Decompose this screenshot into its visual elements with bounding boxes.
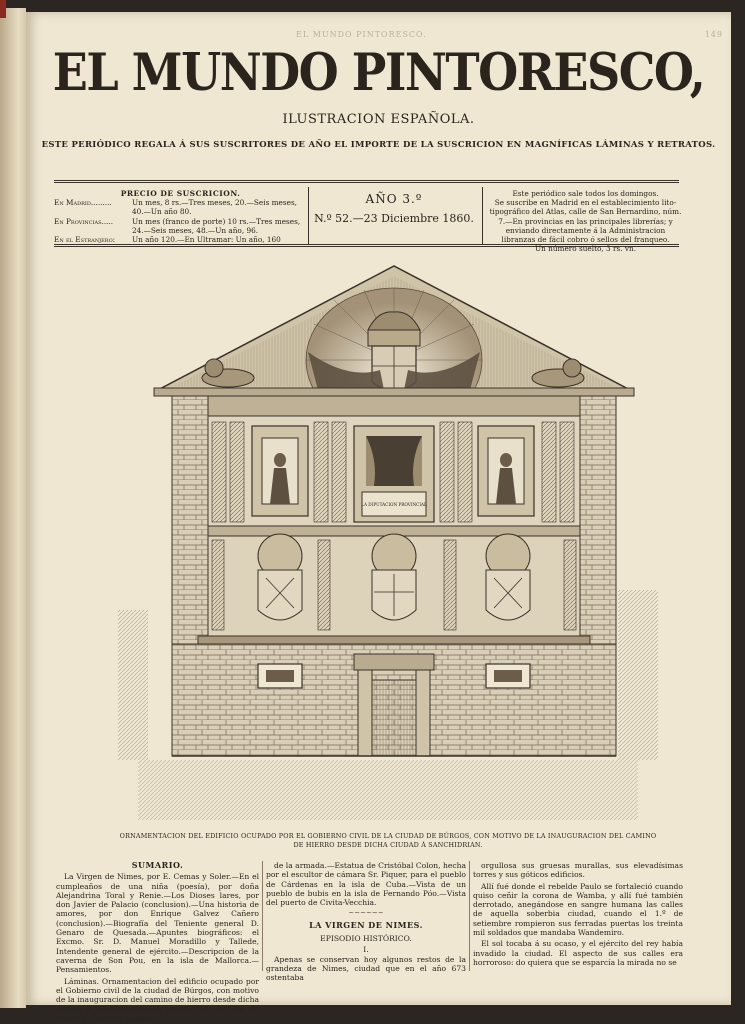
left-page-edge [0, 8, 26, 1008]
binding-strip [0, 0, 6, 18]
story-column [266, 861, 466, 985]
summary-title: SUMARIO. [131, 860, 184, 870]
price-value: Un año 120.—En Ultramar: Un año, 160 [132, 235, 281, 245]
price-value: Un mes, 8 rs.—Tres meses, 20.—Seis meses, 40.—Un año 80. [132, 198, 298, 217]
subscription-prices [54, 189, 307, 244]
subscriber-notice: ESTE PERIÓDICO REGALA Á SUS SUSCRITORES DE AÑO EL IMPORTE DE LA SUSCRICION EN MAGNÍFICAS LÁMINAS Y RETRATOS. [41, 140, 716, 150]
ornament-divider: ~~~~~~ [348, 909, 384, 918]
summary-column [56, 861, 259, 1024]
price-place: En Madrid......... [54, 198, 112, 208]
story-continuation-column [473, 861, 683, 969]
story-subtitle: EPISODIO HISTÓRICO. [320, 934, 412, 944]
price-row [54, 217, 307, 235]
publication-info [488, 189, 683, 253]
publication-line: Un número suelto, 3 rs. vn. [534, 244, 637, 254]
bleed-through-header: EL MUNDO PINTORESCO. [296, 30, 427, 39]
masthead-subtitle: ILUSTRACION ESPAÑOLA. [282, 112, 475, 127]
header-rule-top [54, 180, 679, 183]
price-value: Un mes (franco de porte) 10 rs.—Tres meses, 24.—Seis meses, 48.—Un año, 96. [132, 216, 301, 235]
column-separator [262, 861, 263, 971]
engraving-caption: ORNAMENTACION DEL EDIFICIO OCUPADO POR EL GOBIERNO CIVIL DE LA CIUDAD DE BÚRGOS, CON MOTIVO DE LA INAUGURACION DEL CAMINO DE HIERRO DESDE DICHA CIUDAD Á SANCHIDRIAN. [119, 832, 657, 849]
story-title: LA VIRGEN DE NIMES. [309, 919, 423, 930]
price-place: En Provincias..... [54, 216, 114, 226]
issue-number-date: N.º 52.—23 Diciembre 1860. [314, 212, 474, 225]
newspaper-page [26, 12, 731, 1023]
summary-continuation: de la armada.—Estatua de Cristóbal Colon, hecha por el escultor de cámara Sr. Piquer, para el pueblo de Cárdenas en la isla de Cuba.—Vista de un pueblo de bubis en la isla de Fernando Póo.—Vista del puerto de Civita-Vecchia. [266, 861, 466, 908]
plaque-text: LA DIPUTACION PROVINCIAL [361, 502, 427, 507]
masthead-title: EL MUNDO PINTORESCO, [52, 41, 705, 103]
issue-year: AÑO 3.º [365, 192, 423, 206]
issue-info [309, 192, 479, 225]
story-paragraph: El sol tocaba á su ocaso, y el ejército del rey había invadido la ciudad. El aspecto de sus calles era horroroso: do quiera que se esparcía la mirada no se [473, 939, 683, 967]
building-engraving [118, 260, 658, 830]
summary-plates: Láminas. Ornamentacion del edificio ocupado por el Gobierno civil de la ciudad de Búrgos, con motivo de la inauguracion del camino de hierro desde dicha ciudad á Sanchidrian.—El Excmo. Sr. D. José de Bustillo, Teniente general [56, 976, 259, 1023]
publication-line: Se suscribe en Madrid en el establecimiento lito-tipográfico del Atlas, calle de San Bernardino, núm. 7.—En provincias en las principales librerías; y enviando directamente á la Administracion libranzas de fácil cobro ó sellos del franqueo. [489, 198, 682, 245]
story-paragraph: orgullosa sus gruesas murallas, sus elevadísimas torres y sus góticos edificios. [473, 861, 683, 880]
summary-text: La Virgen de Nimes, por E. Cemas y Soler.—En el cumpleaños de una niña (poesía), por doña Alejandrina Toral y Renie.—Los Dioses lares, por don Javier de Palacio (conclusion).—Una historia de amores, por don Enrique Galvez Cañero (conclusion).—Biografía del Teniente general D. Genaro de Quesada.—Apuntes biográficos: el Excmo. Sr. D. Manuel Moradillo y Tallede, Intendente general de ejército.—Descripcion de la caverna de Son Pou, en la isla de Mallorca.—Pensamientos. [56, 872, 259, 975]
story-paragraph: Allí fué donde el rebelde Paulo se fortaleció cuando quiso ceñir la corona de Wamba, y allí fué también derrotado, anegándose en sangre humana las calles de aquella soberbia ciudad, cuando el 1.º de setiembre rompieron sus ferradas puertas los treinta mil soldados que mandaba Wandemiro. [473, 881, 683, 938]
bleed-through-page-number: 149 [704, 30, 723, 39]
price-row [54, 235, 307, 244]
prices-title: PRECIO DE SUSCRICION. [120, 189, 241, 198]
price-row [54, 198, 307, 216]
price-place: En el Estranjero: [54, 235, 116, 245]
story-paragraph: Apenas se conservan hoy algunos restos de la grandeza de Nimes, ciudad que en el año 673 ostentaba [266, 954, 466, 983]
column-separator [469, 861, 470, 971]
publication-line: Este periódico sale todos los domingos. [512, 189, 659, 198]
header-divider-right [482, 187, 483, 245]
chapter-number: I. [363, 945, 369, 955]
